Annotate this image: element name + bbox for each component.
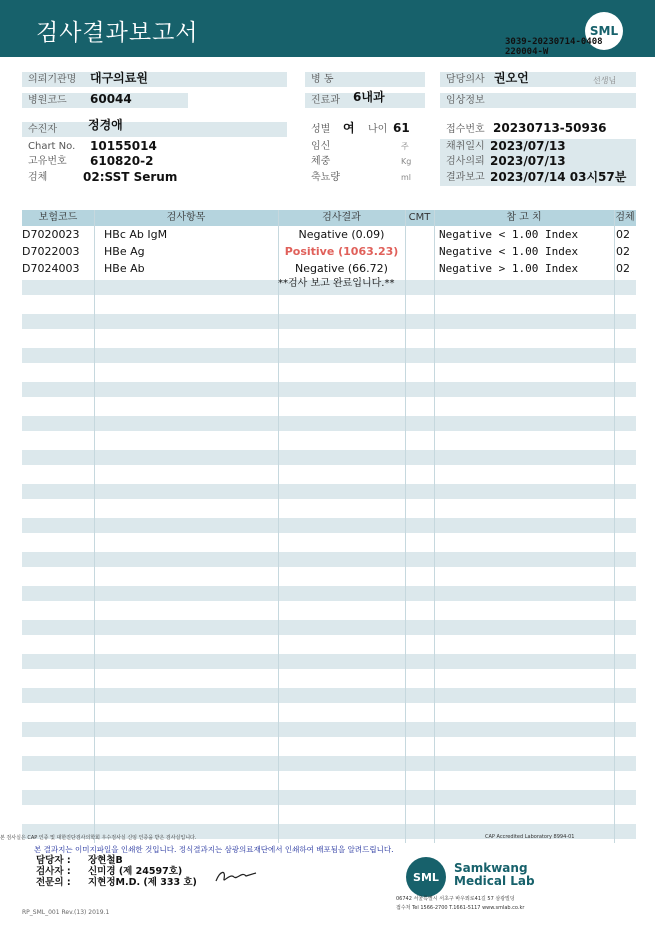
- row-code: D7022003: [22, 245, 80, 258]
- signature-image: [214, 867, 258, 885]
- column-divider: [614, 210, 615, 843]
- column-divider: [405, 210, 406, 843]
- row-reference: Negative > 1.00 Index: [439, 262, 579, 275]
- age-label: 나이: [368, 124, 388, 135]
- collection-date-label: 채취일시: [446, 141, 485, 152]
- doctor-suffix: 선생님: [593, 76, 617, 85]
- staff-name: 신미경 (제 24597호): [88, 866, 183, 877]
- column-divider: [94, 210, 95, 843]
- department-value: 6내과: [353, 90, 385, 104]
- pregnancy-label: 임신: [311, 141, 331, 152]
- table-stripe: [22, 620, 636, 635]
- row-item: HBe Ag: [104, 245, 145, 258]
- table-stripe: [22, 552, 636, 567]
- lab-contact: 접수처 Tel 1566-2700 T.1661-5117 www.smlab.co.kr: [396, 905, 525, 911]
- ward-row: 병 동: [305, 72, 425, 87]
- lab-address: 06742 서울특별시 서초구 바우뫼로41길 57 삼광빌딩: [396, 896, 515, 902]
- collection-date-value: 2023/07/13: [490, 139, 566, 153]
- table-stripe: [22, 722, 636, 737]
- sex-label: 성별: [311, 124, 331, 135]
- staff-role: 전문의 :: [36, 877, 71, 888]
- row-item: HBc Ab IgM: [104, 228, 168, 241]
- header-test-item: 검사항목: [166, 212, 206, 223]
- sml-logo: SML: [585, 12, 623, 50]
- header-specimen: 검체: [615, 212, 635, 223]
- id-label: 고유번호: [28, 156, 67, 167]
- doctor-name: 권오언: [494, 71, 529, 85]
- table-stripe: [22, 688, 636, 703]
- table-stripe: [22, 382, 636, 397]
- row-code: D7020023: [22, 228, 80, 241]
- row-result: Negative (66.72): [295, 262, 388, 275]
- chart-no-label: Chart No.: [28, 141, 76, 152]
- row-specimen: 02: [616, 262, 630, 275]
- weight-unit: Kg: [401, 157, 412, 166]
- column-divider: [278, 210, 279, 843]
- row-code: D7024003: [22, 262, 80, 275]
- completion-note: **검사 보고 완료입니다.**: [278, 278, 395, 289]
- request-date-value: 2023/07/13: [490, 154, 566, 168]
- row-item: HBe Ab: [104, 262, 145, 275]
- table-header: [22, 210, 636, 226]
- table-stripe: [22, 416, 636, 431]
- image-notice: 본 결과지는 이미지파일을 인쇄한 것입니다. 정식결과지는 삼광의료재단에서 인쇄하여 배포됨을 알려드립니다.: [34, 845, 394, 854]
- row-result-positive: Positive (1063.23): [284, 245, 399, 258]
- table-stripe: [22, 484, 636, 499]
- staff-role: 담당자 :: [36, 855, 71, 866]
- pregnancy-unit: 주: [401, 142, 409, 151]
- receipt-no-value: 20230713-50936: [493, 121, 607, 135]
- report-date-label: 결과보고: [446, 172, 485, 183]
- staff-name: 지현정M.D. (제 333 호): [88, 877, 197, 888]
- document-number: 3039-20230714-0408 220004-W: [505, 37, 603, 57]
- table-stripe: [22, 790, 636, 805]
- table-stripe: [22, 314, 636, 329]
- header-insurance-code: 보험코드: [38, 212, 78, 223]
- id-value: 610820-2: [90, 154, 154, 168]
- patient-row: 수진자: [22, 122, 287, 137]
- row-reference: Negative < 1.00 Index: [439, 228, 579, 241]
- staff-role: 검사자 :: [36, 866, 71, 877]
- results-table: [22, 210, 636, 843]
- table-stripe: [22, 518, 636, 533]
- report-title: 검사결과보고서: [36, 20, 199, 46]
- revision-code: RP_SML_001 Rev.(13) 2019.1: [22, 909, 110, 916]
- age-value: 61: [393, 121, 410, 135]
- specimen-label: 검체: [28, 172, 48, 183]
- samkwang-logo: SML: [406, 857, 446, 897]
- table-stripe: [22, 348, 636, 363]
- table-stripe: [22, 450, 636, 465]
- row-reference: Negative < 1.00 Index: [439, 245, 579, 258]
- table-stripe: [22, 586, 636, 601]
- row-specimen: 02: [616, 228, 630, 241]
- hospital-code-row: 병원코드: [22, 93, 188, 108]
- specimen-value: 02:SST Serum: [83, 170, 178, 184]
- cap-note: CAP Accredited Laboratory 8994-01: [485, 834, 575, 840]
- table-stripe: [22, 756, 636, 771]
- lab-name: Samkwang Medical Lab: [454, 861, 535, 888]
- chart-no-value: 10155014: [90, 139, 157, 153]
- column-divider: [434, 210, 435, 843]
- header-result: 검사결과: [322, 212, 361, 223]
- accreditation-note: 본 검사실은 CAP 인증 및 대한진단검사의학회 우수검사실 신임 인증을 받은 검사실입니다.: [0, 835, 197, 841]
- clinical-info-row: 임상정보: [440, 93, 636, 108]
- doctor-row: 담당의사: [440, 72, 636, 87]
- requesting-org-value: 대구의료원: [90, 71, 148, 85]
- table-stripe: [22, 654, 636, 669]
- header-reference: 참 고 치: [506, 212, 542, 223]
- report-date-value: 2023/07/14 03시57분: [490, 170, 627, 184]
- receipt-no-label: 접수번호: [446, 124, 485, 135]
- staff-name: 장현철B: [88, 855, 123, 866]
- requesting-org-row: 의뢰기관명: [22, 72, 287, 87]
- row-result: Negative (0.09): [298, 228, 385, 241]
- sex-value: 여: [343, 121, 355, 135]
- row-specimen: 02: [616, 245, 630, 258]
- hospital-code-value: 60044: [90, 92, 132, 106]
- department-row: 진료과: [305, 93, 425, 108]
- header-cmt: CMT: [408, 212, 431, 223]
- patient-name: 정경애: [88, 118, 123, 132]
- weight-label: 체중: [311, 156, 331, 167]
- urine-unit: ml: [401, 173, 412, 182]
- urine-label: 축뇨량: [311, 172, 340, 183]
- request-date-label: 검사의뢰: [446, 156, 485, 167]
